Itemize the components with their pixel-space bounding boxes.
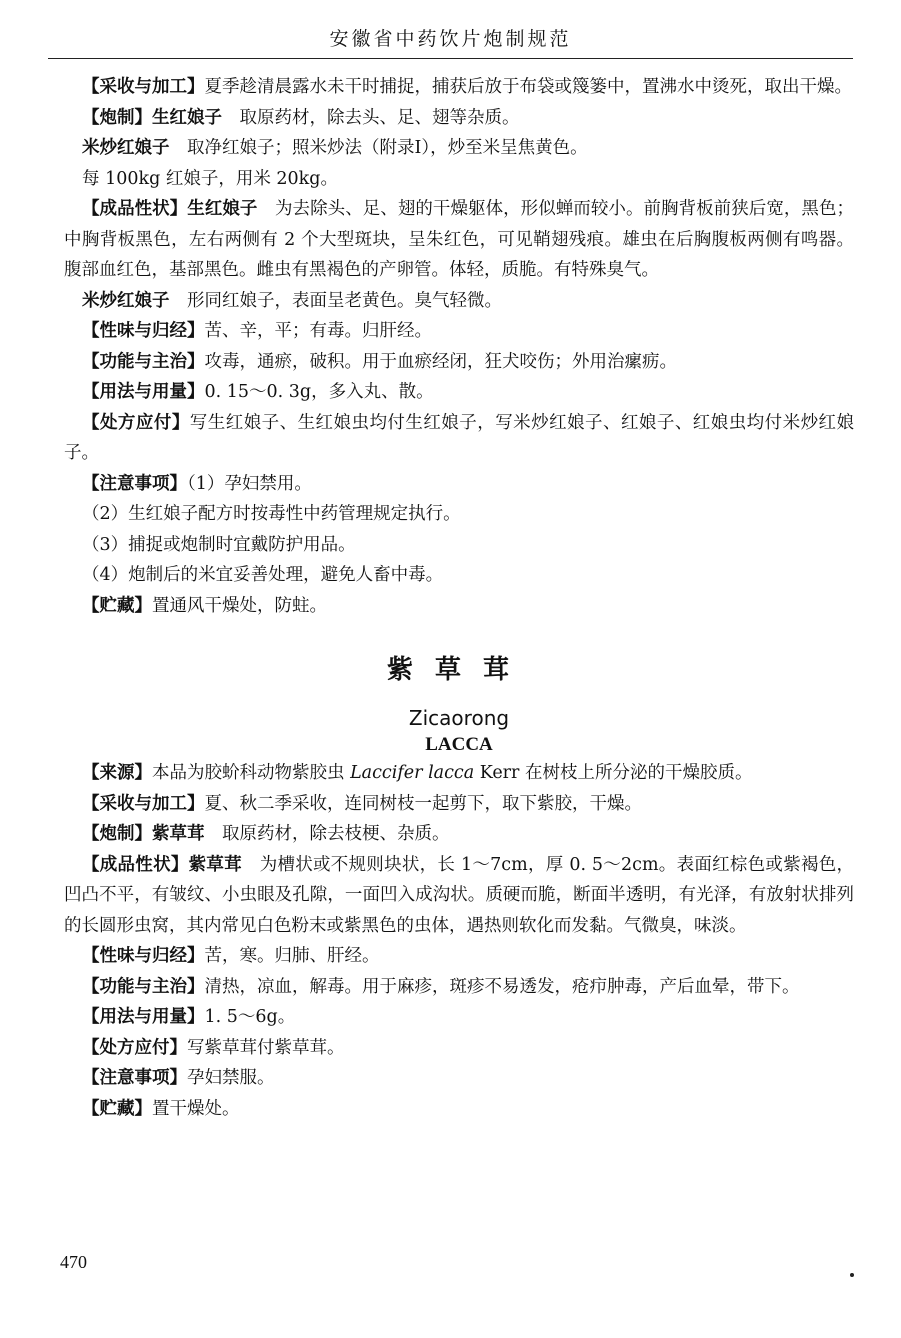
entry-title: 紫草茸 <box>386 655 531 685</box>
section-label: 米炒红娘子 <box>82 138 170 158</box>
paragraph: 【炮制】生红娘子 取原药材，除去头、足、翅等杂质。 <box>82 107 520 128</box>
section-label: 【贮藏】 <box>82 595 152 616</box>
page-number: 470 <box>60 1252 87 1272</box>
paragraph: 【采收与加工】夏季趁清晨露水未干时捕捉，捕获后放于布袋或篾篓中，置沸水中烫死，取出干燥。 <box>82 77 852 97</box>
section-label: 【用法与用量】 <box>82 1007 205 1027</box>
page-body <box>64 72 854 1124</box>
section-label: 【成品性状】紫草茸 <box>82 854 242 875</box>
paragraph: 【采收与加工】夏、秋二季采收，连同树枝一起剪下，取下紫胶，干燥。 <box>82 793 642 814</box>
paragraph: 米炒红娘子 取净红娘子；照米炒法（附录Ⅰ），炒至米呈焦黄色。 <box>82 138 588 158</box>
section-label: 【用法与用量】 <box>82 382 205 402</box>
paragraph: 【性味与归经】苦，寒。归肺、肝经。 <box>82 946 380 966</box>
entry-latin-name: LACCA <box>425 734 493 755</box>
paragraph: （2）生红娘子配方时按毒性中药管理规定执行。 <box>82 504 461 524</box>
section-label: 【采收与加工】 <box>82 793 205 814</box>
paragraph: 米炒红娘子 形同红娘子，表面呈老黄色。臭气轻微。 <box>82 290 502 311</box>
paragraph: 【成品性状】紫草茸 为槽状或不规则块状，长 1～7cm，厚 0. 5～2cm。表面红棕色或紫褐色，凹凸不平，有皱纹、小虫眼及孔隙，一面凹入成沟状。质硬而脆，断面半透明，有光泽，有放射状排列的长圆形虫窝，其内常见白色粉末或紫黑色的虫体，遇热则软化而发黏。气微臭，味淡。 <box>64 854 854 936</box>
paragraph: 【成品性状】生红娘子 为去除头、足、翅的干燥躯体，形似蝉而较小。前胸背板前狭后宽，黑色；中胸背板黑色，左右两侧有 2 个大型斑块，呈朱红色，可见鞘翅残痕。雄虫在后胸腹板两侧有鸣器。腹部血红色，基部黑色。雌虫有黑褐色的产卵管。体轻，质脆。有特殊臭气。 <box>64 199 855 280</box>
species-name: Laccifer lacca <box>350 763 475 783</box>
section-label: 【处方应付】 <box>82 1037 187 1058</box>
section-label: 【炮制】紫草茸 <box>82 824 205 844</box>
paragraph: 【功能与主治】攻毒，通瘀，破积。用于血瘀经闭，狂犬咬伤；外用治瘰疬。 <box>82 351 677 372</box>
paragraph: 【贮藏】置干燥处。 <box>82 1098 240 1119</box>
paragraph: 【功能与主治】清热，凉血，解毒。用于麻疹，斑疹不易透发，疮疖肿毒，产后血晕，带下。 <box>82 976 800 997</box>
section-label: 米炒红娘子 <box>82 290 170 311</box>
paragraph: 【用法与用量】1. 5～6g。 <box>82 1007 296 1027</box>
paragraph: 【处方应付】写紫草茸付紫草茸。 <box>82 1037 345 1058</box>
section-label: 【功能与主治】 <box>82 976 205 997</box>
header-title: 安徽省中药饮片炮制规范 <box>329 28 572 50</box>
paragraph: 【性味与归经】苦、辛，平；有毒。归肝经。 <box>82 321 432 341</box>
paragraph: （4）炮制后的米宜妥善处理，避免人畜中毒。 <box>82 565 444 585</box>
paragraph: 【来源】本品为胶蚧科动物紫胶虫 Laccifer lacca Kerr 在树枝上所分泌的干燥胶质。 <box>82 763 753 783</box>
section-label: 【功能与主治】 <box>82 351 205 372</box>
paragraph: 【处方应付】写生红娘子、生红娘虫均付生红娘子，写米炒红娘子、红娘子、红娘虫均付米炒红娘子。 <box>64 412 855 463</box>
section-label: 【贮藏】 <box>82 1098 152 1119</box>
section-label: 【注意事项】 <box>82 1068 187 1088</box>
paragraph: 【用法与用量】0. 15～0. 3g，多入丸、散。 <box>82 382 434 402</box>
section-label: 【性味与归经】 <box>82 946 205 966</box>
paragraph: 每 100kg 红娘子，用米 20kg。 <box>82 168 338 189</box>
section-label: 【采收与加工】 <box>82 77 205 97</box>
section-label: 【炮制】生红娘子 <box>82 107 222 128</box>
running-header <box>48 18 853 59</box>
section-label: 【来源】 <box>82 763 152 783</box>
entry-pinyin: Zicaorong <box>408 706 510 730</box>
section-label: 【性味与归经】 <box>82 321 205 341</box>
scan-speck <box>850 1273 854 1277</box>
paragraph: 【贮藏】置通风干燥处，防蛀。 <box>82 595 327 616</box>
paragraph: 【注意事项】孕妇禁服。 <box>82 1068 275 1088</box>
section-label: 【处方应付】 <box>82 412 190 433</box>
paragraph: 【注意事项】（1）孕妇禁用。 <box>82 473 312 494</box>
paragraph: 【炮制】紫草茸 取原药材，除去枝梗、杂质。 <box>82 824 450 844</box>
section-label: 【成品性状】生红娘子 <box>82 199 258 219</box>
section-label: 【注意事项】 <box>82 473 187 494</box>
paragraph: （3）捕捉或炮制时宜戴防护用品。 <box>82 534 356 555</box>
